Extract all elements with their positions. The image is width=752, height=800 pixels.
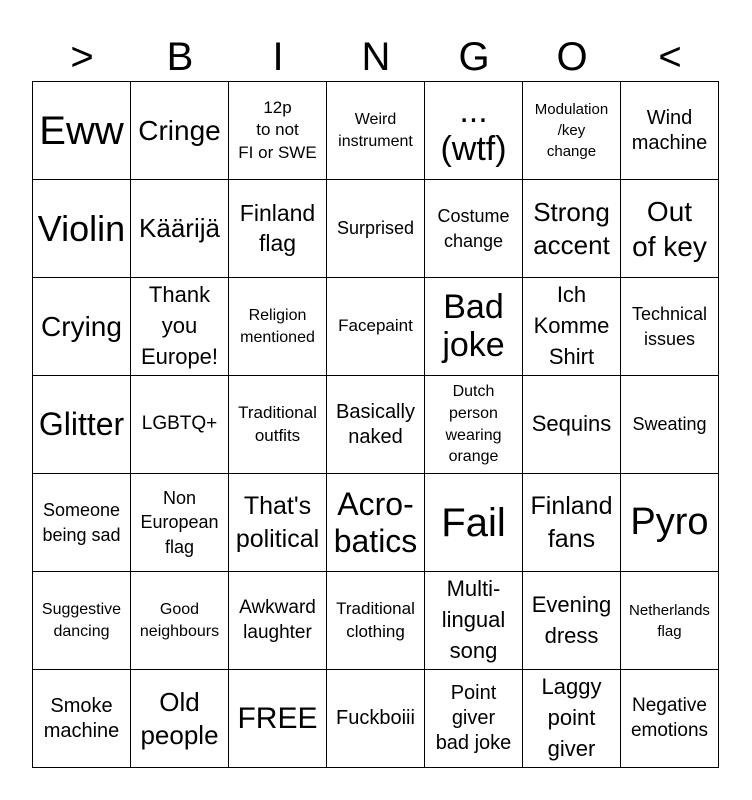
header-letter: G bbox=[458, 35, 490, 79]
bingo-board bbox=[32, 81, 719, 768]
bingo-cell[interactable]: Multi- lingual song bbox=[425, 572, 523, 670]
bingo-cell[interactable]: Out of key bbox=[621, 180, 719, 278]
bingo-cell[interactable]: Traditional outfits bbox=[229, 376, 327, 474]
bingo-cell[interactable]: Netherlands flag bbox=[621, 572, 719, 670]
header-letter: B bbox=[166, 35, 194, 79]
bingo-cell[interactable]: Suggestive dancing bbox=[33, 572, 131, 670]
bingo-cell[interactable]: Awkward laughter bbox=[229, 572, 327, 670]
bingo-cell[interactable]: Acro- batics bbox=[327, 474, 425, 572]
bingo-cell[interactable]: Modulation /key change bbox=[523, 82, 621, 180]
bingo-cell[interactable]: Finland fans bbox=[523, 474, 621, 572]
bingo-cell[interactable]: Sequins bbox=[523, 376, 621, 474]
bingo-cell[interactable]: Non European flag bbox=[131, 474, 229, 572]
bingo-cell[interactable]: Smoke machine bbox=[33, 670, 131, 768]
bingo-cell[interactable]: Pyro bbox=[621, 474, 719, 572]
bingo-cell[interactable]: Käärijä bbox=[131, 180, 229, 278]
bingo-cell[interactable]: Old people bbox=[131, 670, 229, 768]
bingo-cell[interactable]: Technical issues bbox=[621, 278, 719, 376]
bingo-cell[interactable]: Eww bbox=[33, 82, 131, 180]
bingo-cell[interactable]: Laggy point giver bbox=[523, 670, 621, 768]
bingo-cell[interactable]: Sweating bbox=[621, 376, 719, 474]
bingo-cell[interactable]: Bad joke bbox=[425, 278, 523, 376]
bingo-cell[interactable]: Someone being sad bbox=[33, 474, 131, 572]
bingo-cell[interactable]: Weird instrument bbox=[327, 82, 425, 180]
bingo-header bbox=[33, 32, 719, 82]
bingo-cell[interactable]: Fuckboiii bbox=[327, 670, 425, 768]
header-letter: N bbox=[361, 35, 391, 79]
bingo-cell[interactable]: Surprised bbox=[327, 180, 425, 278]
bingo-cell[interactable]: Glitter bbox=[33, 376, 131, 474]
bingo-cell[interactable]: Wind machine bbox=[621, 82, 719, 180]
bingo-cell[interactable]: Good neighbours bbox=[131, 572, 229, 670]
bingo-cell[interactable]: LGBTQ+ bbox=[131, 376, 229, 474]
header-letter: I bbox=[272, 35, 284, 79]
header-letter: < bbox=[658, 35, 682, 79]
bingo-cell[interactable]: FREE bbox=[229, 670, 327, 768]
bingo-cell[interactable]: Facepaint bbox=[327, 278, 425, 376]
bingo-cell[interactable]: Negative emotions bbox=[621, 670, 719, 768]
bingo-cell[interactable]: Costume change bbox=[425, 180, 523, 278]
bingo-cell[interactable]: Basically naked bbox=[327, 376, 425, 474]
bingo-cell[interactable]: Thank you Europe! bbox=[131, 278, 229, 376]
bingo-cell[interactable]: Point giver bad joke bbox=[425, 670, 523, 768]
bingo-cell[interactable]: Crying bbox=[33, 278, 131, 376]
bingo-cell[interactable]: That's political bbox=[229, 474, 327, 572]
bingo-cell[interactable]: Ich Komme Shirt bbox=[523, 278, 621, 376]
bingo-cell[interactable]: Religion mentioned bbox=[229, 278, 327, 376]
bingo-cell[interactable]: Evening dress bbox=[523, 572, 621, 670]
bingo-cell[interactable]: Finland flag bbox=[229, 180, 327, 278]
header-letter: > bbox=[70, 35, 94, 79]
bingo-cell[interactable]: Violin bbox=[33, 180, 131, 278]
bingo-cell[interactable]: Dutch person wearing orange bbox=[425, 376, 523, 474]
header-letter: O bbox=[556, 35, 588, 79]
bingo-cell[interactable]: Cringe bbox=[131, 82, 229, 180]
bingo-cell[interactable]: Fail bbox=[425, 474, 523, 572]
bingo-cell[interactable]: Strong accent bbox=[523, 180, 621, 278]
bingo-cell[interactable]: 12p to not FI or SWE bbox=[229, 82, 327, 180]
bingo-cell[interactable]: ... (wtf) bbox=[425, 82, 523, 180]
bingo-cell[interactable]: Traditional clothing bbox=[327, 572, 425, 670]
